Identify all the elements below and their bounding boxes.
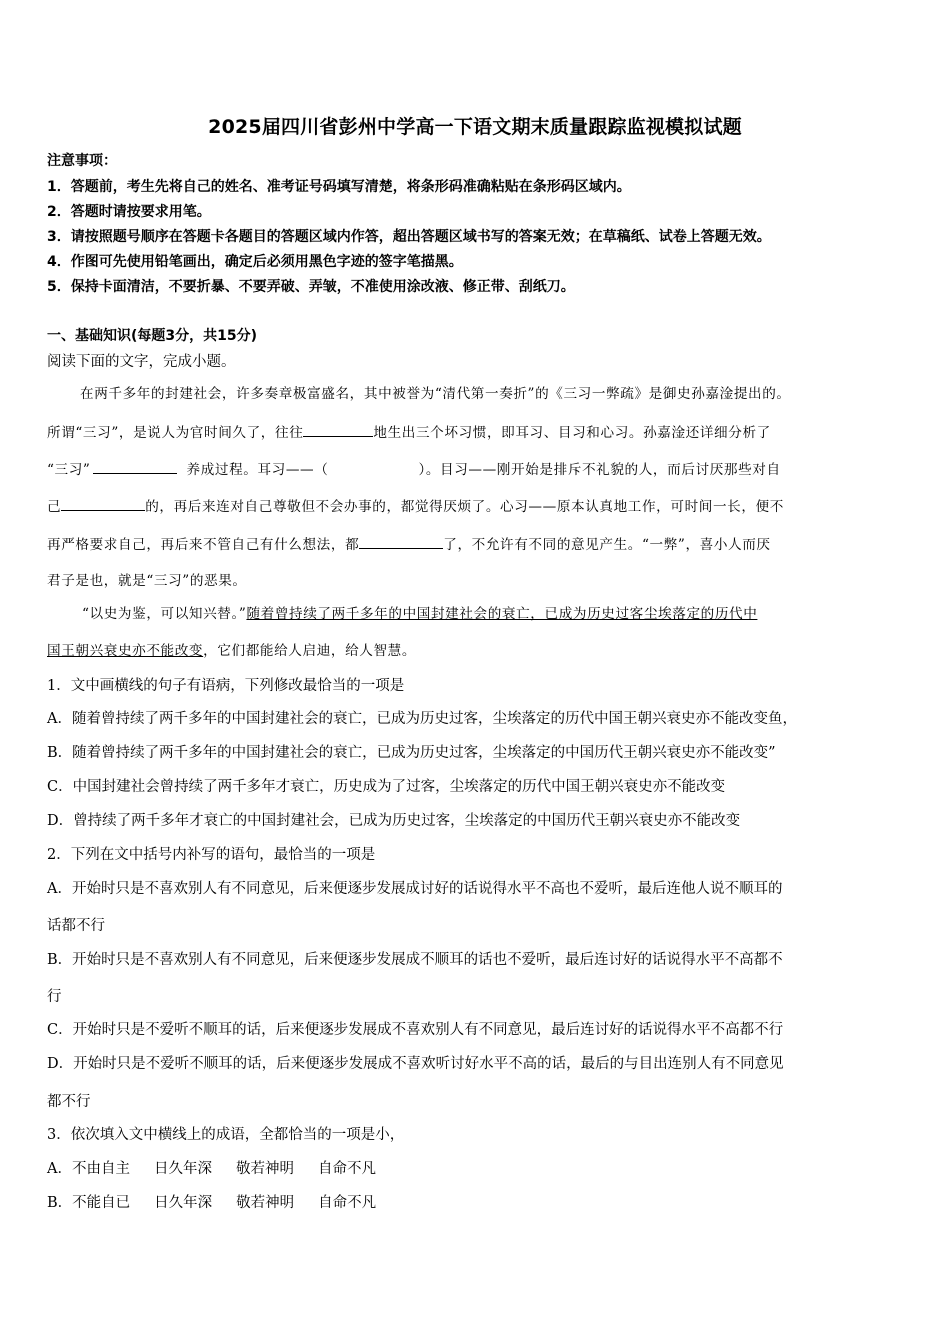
option-term: 敬若神明 (236, 1195, 295, 1211)
question-1-option-b: B．随着曾持续了两千多年的中国封建社会的衰亡，已成为历史过客，尘埃落定的中国历代王朝兴衰史亦不能改变” (47, 745, 776, 761)
question-1: 1．文中画横线的句子有语病，下列修改最恰当的一项是 (47, 678, 405, 694)
passage-text: ，它们都能给人启迪，给人智慧。 (203, 643, 417, 659)
fill-blank-4 (359, 534, 443, 549)
question-3-option-a (47, 1159, 376, 1179)
passage-line-3 (47, 459, 781, 480)
option-term: 日久年深 (153, 1161, 212, 1177)
fill-blank-3 (61, 496, 145, 511)
notice-item-4: 4．作图可先使用铅笔画出，确定后必须用黑色字迹的签字笔描黑。 (47, 254, 463, 270)
passage-text: 己 (47, 499, 62, 515)
passage-text: 再严格要求自己，再后来不管自己有什么想法，都 (47, 537, 360, 553)
section-heading: 一、基础知识(每题3分，共15分) (47, 328, 258, 344)
question-2-option-a: A．开始时只是不喜欢别人有不同意见，后来便逐步发展成讨好的话说得水平不高也不爱听，最后连他人说不顺耳的 (47, 881, 783, 897)
option-term: 日久年深 (154, 1195, 213, 1211)
question-2-option-b-cont: 行 (47, 989, 62, 1005)
question-1-option-c: C．中国封建社会曾持续了两千多年才衰亡，历史成为了过客，尘埃落定的历代中国王朝兴衰史亦不能改变 (47, 779, 726, 795)
question-2-option-d: D．开始时只是不爱听不顺耳的话，后来便逐步发展成不喜欢听讨好水平不高的话，最后的与目出连别人有不同意见 (47, 1056, 784, 1072)
question-1-option-a: A．随着曾持续了两千多年的中国封建社会的衰亡，已成为历史过客，尘埃落定的历代中国王朝兴衰史亦不能改变鱼， (47, 711, 797, 727)
passage-line-1: 在两千多年的封建社会，许多奏章极富盛名，其中被誉为“清代第一奏折”的《三习一弊疏》是御史孙嘉淦提出的。 (80, 386, 791, 402)
notice-item-1: 1．答题前，考生先将自己的姓名、准考证号码填写清楚，将条形码准确粘贴在条形码区域内。 (47, 179, 631, 195)
passage-text: 的，再后来连对自己尊敬但不会办事的，都觉得厌烦了。心习——原本认真地工作，可时间一长，便不 (145, 499, 784, 515)
passage-line-8 (47, 641, 416, 661)
option-term: A．不由自主 (47, 1161, 130, 1177)
passage-text: ）。目习——刚开始是排斥不礼貌的人，而后讨厌那些对自 (418, 462, 781, 478)
fill-blank-1 (303, 422, 373, 437)
underlined-sentence: 随着曾持续了两千多年的中国封建社会的衰亡，已成为历史过客尘埃落定的历代中 (246, 606, 758, 622)
option-term: 敬若神明 (235, 1161, 294, 1177)
option-term: B．不能自已 (47, 1195, 131, 1211)
notice-item-5: 5．保持卡面清洁，不要折暴、不要弄破、弄皱，不准使用涂改液、修正带、刮纸刀。 (47, 279, 575, 295)
underlined-sentence: 国王朝兴衰史亦不能改变 (47, 643, 204, 659)
passage-text: “以史为鉴，可以知兴替。” (82, 606, 247, 622)
passage-text: “三习” (47, 462, 91, 478)
passage-line-4 (47, 496, 784, 517)
passage-text: 养成过程。耳习——（ (186, 462, 329, 478)
question-2-option-b: B．开始时只是不喜欢别人有不同意见，后来便逐步发展成不顺耳的话也不爱听，最后连讨好的话说得水平不高都不 (47, 952, 783, 968)
option-term: 自命不凡 (317, 1161, 376, 1177)
question-1-option-d: D．曾持续了两千多年才衰亡的中国封建社会，已成为历史过客，尘埃落定的中国历代王朝兴衰史亦不能改变 (47, 813, 741, 829)
page-title: 2025届四川省彭州中学高一下语文期末质量跟踪监视模拟试题 (208, 116, 742, 138)
question-3: 3．依次填入文中横线上的成语，全都恰当的一项是小， (47, 1127, 405, 1143)
question-3-option-b (47, 1193, 376, 1213)
question-2: 2．下列在文中括号内补写的语句，最恰当的一项是 (47, 847, 376, 863)
passage-line-7 (82, 604, 757, 624)
question-2-option-d-cont: 都不行 (47, 1094, 91, 1110)
passage-line-5 (47, 534, 771, 555)
option-term: 自命不凡 (318, 1195, 377, 1211)
passage-text: 了，不允许有不同的意见产生。“一弊”，喜小人而厌 (443, 537, 771, 553)
question-2-option-a-cont: 话都不行 (47, 918, 105, 934)
passage-text: 所谓“三习”，是说人为官时间久了，往往 (47, 425, 304, 441)
passage-line-2 (47, 422, 771, 443)
passage-text: 地生出三个坏习惯，即耳习、目习和心习。孙嘉淦还详细分析了 (373, 425, 771, 441)
notice-item-2: 2．答题时请按要求用笔。 (47, 204, 211, 220)
section-instruction: 阅读下面的文字，完成小题。 (47, 354, 236, 370)
notice-heading: 注意事项： (47, 153, 117, 169)
fill-blank-2 (93, 459, 177, 474)
notice-item-3: 3．请按照题号顺序在答题卡各题目的答题区域内作答，超出答题区域书写的答案无效；在草稿纸、试卷上答题无效。 (47, 229, 771, 245)
question-2-option-c: C．开始时只是不爱听不顺耳的话，后来便逐步发展成不喜欢别人有不同意见，最后连讨好的话说得水平不高都不行 (47, 1022, 784, 1038)
passage-line-6: 君子是也，就是“三习”的恶果。 (47, 573, 247, 589)
